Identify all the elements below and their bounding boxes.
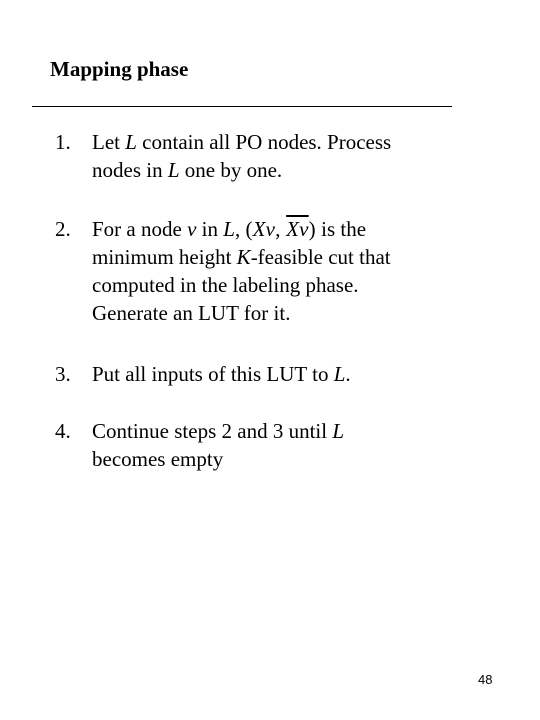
- cut-formula: [245, 217, 315, 241]
- formula-paren: ): [308, 217, 316, 241]
- math-variable: L: [332, 419, 345, 443]
- text-run: is the: [315, 217, 367, 241]
- text-run: -feasible cut that: [250, 245, 391, 269]
- text-line: [92, 243, 482, 271]
- text-line: becomes empty: [92, 447, 224, 471]
- text-run: one by one.: [179, 158, 283, 182]
- list-number: 4.: [55, 419, 71, 443]
- math-variable: v: [187, 217, 197, 241]
- text-run: contain all PO nodes. Process: [136, 130, 392, 154]
- text-run: .: [345, 362, 351, 386]
- math-variable: L: [223, 217, 235, 241]
- text-run: minimum height: [92, 245, 237, 269]
- list-number: 1.: [55, 130, 71, 154]
- list-item-text: [92, 417, 482, 473]
- slide-title: Mapping phase: [50, 57, 189, 81]
- page-number: 48: [478, 672, 493, 687]
- text-run: Put all inputs of this LUT to: [92, 362, 334, 386]
- math-variable: K: [236, 245, 251, 269]
- list-item-text: [92, 215, 482, 327]
- title-divider: [32, 106, 452, 107]
- text-line: [92, 417, 482, 445]
- formula-paren: (: [245, 217, 253, 241]
- text-line: [92, 128, 482, 156]
- text-line: Generate an LUT for it.: [92, 301, 291, 325]
- list-item-text: [92, 360, 482, 388]
- text-run: nodes in: [92, 158, 168, 182]
- text-run: Continue steps 2 and 3 until: [92, 419, 333, 443]
- text-line: [92, 215, 482, 243]
- text-run: ,: [234, 217, 246, 241]
- formula-xv: Xv: [252, 217, 276, 241]
- list-item-text: [92, 128, 482, 184]
- formula-xv-bar: $\overline{Xv}$: [286, 217, 309, 241]
- text-line: [92, 156, 482, 184]
- text-line: [92, 360, 482, 388]
- math-variable: L: [167, 158, 180, 182]
- text-run: in: [196, 217, 224, 241]
- math-variable: L: [333, 362, 346, 386]
- list-number: 3.: [55, 362, 71, 386]
- math-variable: L: [125, 130, 137, 154]
- list-number: 2.: [55, 217, 71, 241]
- formula-comma: ,: [275, 217, 287, 241]
- text-line: computed in the labeling phase.: [92, 273, 359, 297]
- text-run: For a node: [92, 217, 188, 241]
- text-run: Let: [92, 130, 126, 154]
